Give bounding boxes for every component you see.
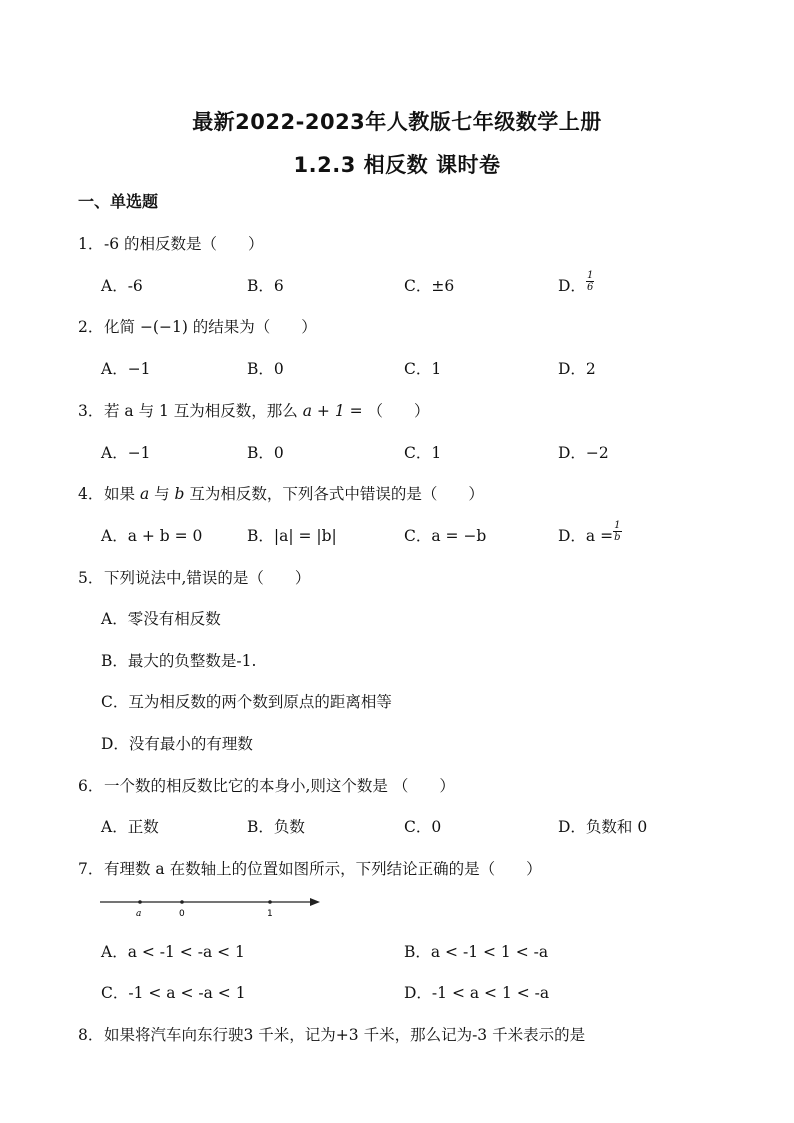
options-row-7b — [101, 981, 721, 1003]
question-number: 2． — [78, 318, 104, 336]
fraction: $\frac{1}{6}$ — [586, 269, 594, 293]
option-b: B．0 — [247, 360, 284, 378]
option-c: C．a = −b — [404, 527, 487, 545]
question-5 — [78, 566, 310, 588]
question-7 — [78, 857, 542, 879]
document-title: 最新2022-2023年人教版七年级数学上册 — [192, 110, 602, 134]
options-row-2 — [101, 357, 721, 379]
option-a: A．-6 — [101, 277, 143, 295]
option-b: B．6 — [247, 277, 284, 295]
variable: b — [174, 485, 185, 503]
fraction: $\frac{1}{b}$ — [614, 519, 621, 543]
option-c: C．±6 — [404, 277, 455, 295]
question-3 — [78, 399, 430, 421]
question-number: 5． — [78, 569, 104, 587]
question-text: 如果将汽车向东行驶3 千米，记为+3 千米，那么记为-3 千米表示的是 — [104, 1026, 586, 1044]
option-d: D．没有最小的有理数 — [101, 735, 253, 753]
option-a: A．−1 — [101, 360, 151, 378]
question-6 — [78, 774, 455, 796]
question-text: 化简 — [104, 318, 140, 336]
option-a: A．a < -1 < -a < 1 — [101, 943, 245, 961]
question-8 — [78, 1023, 585, 1045]
option-d: D． $\frac{1}{6}$ — [558, 269, 594, 295]
option-b: B．a < -1 < 1 < -a — [404, 943, 549, 961]
math-expression: −(−1) — [139, 318, 188, 336]
question-number: 1． — [78, 235, 104, 253]
option-d: D．−2 — [558, 444, 609, 462]
question-text: 的结果为（ ） — [187, 318, 317, 336]
question-text: 互为相反数，下列各式中错误的是（ ） — [184, 485, 484, 503]
option-c: C．互为相反数的两个数到原点的距离相等 — [101, 693, 392, 711]
option-d: D．2 — [558, 360, 596, 378]
question-number: 6． — [78, 777, 104, 795]
point-a — [138, 900, 142, 904]
options-row-6 — [101, 815, 721, 837]
question-number: 7． — [78, 860, 104, 878]
point-zero — [180, 900, 184, 904]
question-text: -6 的相反数是（ ） — [104, 235, 264, 253]
question-text: （ ） — [362, 402, 430, 420]
option-a: A．零没有相反数 — [101, 610, 221, 628]
variable: a — [139, 485, 150, 503]
options-row-7a — [101, 940, 721, 962]
question-number: 4． — [78, 485, 104, 503]
option-c: C．-1 < a < -a < 1 — [101, 984, 246, 1002]
question-text: 与 — [149, 485, 175, 503]
option-a: A．−1 — [101, 444, 151, 462]
question-number: 8． — [78, 1026, 104, 1044]
arrow-head-icon — [310, 898, 320, 906]
label-a: a — [136, 909, 142, 919]
document-subtitle: 1.2.3 相反数 课时卷 — [293, 153, 501, 177]
option-a: A．正数 — [101, 818, 159, 836]
option-c: C．1 — [404, 360, 442, 378]
number-line-figure — [98, 892, 324, 920]
section-heading: 一、单选题 — [78, 192, 159, 211]
options-row-4 — [101, 519, 721, 546]
label-one: 1 — [267, 909, 273, 919]
question-text: 下列说法中,错误的是（ ） — [104, 569, 311, 587]
point-one — [268, 900, 272, 904]
option-b: B．最大的负整数是-1. — [101, 652, 257, 670]
option-d: D．a = $\frac{1}{b}$ — [558, 519, 621, 545]
option-b: B．|a| = |b| — [247, 527, 337, 545]
option-d: D．-1 < a < 1 < -a — [404, 984, 550, 1002]
option-a: A．a + b = 0 — [101, 527, 203, 545]
options-row-3 — [101, 441, 721, 463]
question-4 — [78, 482, 484, 504]
question-2 — [78, 315, 317, 337]
math-expression: a + 1 = — [302, 402, 363, 420]
options-row-1 — [101, 269, 721, 296]
question-text: 一个数的相反数比它的本身小,则这个数是 （ ） — [104, 777, 455, 795]
question-text: 如果 — [104, 485, 140, 503]
question-number: 3． — [78, 402, 104, 420]
option-c: C．0 — [404, 818, 442, 836]
question-text: 若 a 与 1 互为相反数，那么 — [104, 402, 303, 420]
option-d: D．负数和 0 — [558, 818, 648, 836]
label-zero: 0 — [179, 909, 185, 919]
option-c: C．1 — [404, 444, 442, 462]
option-b: B．0 — [247, 444, 284, 462]
question-1 — [78, 232, 264, 254]
option-b: B．负数 — [247, 818, 305, 836]
question-text: 有理数 a 在数轴上的位置如图所示，下列结论正确的是（ ） — [104, 860, 542, 878]
